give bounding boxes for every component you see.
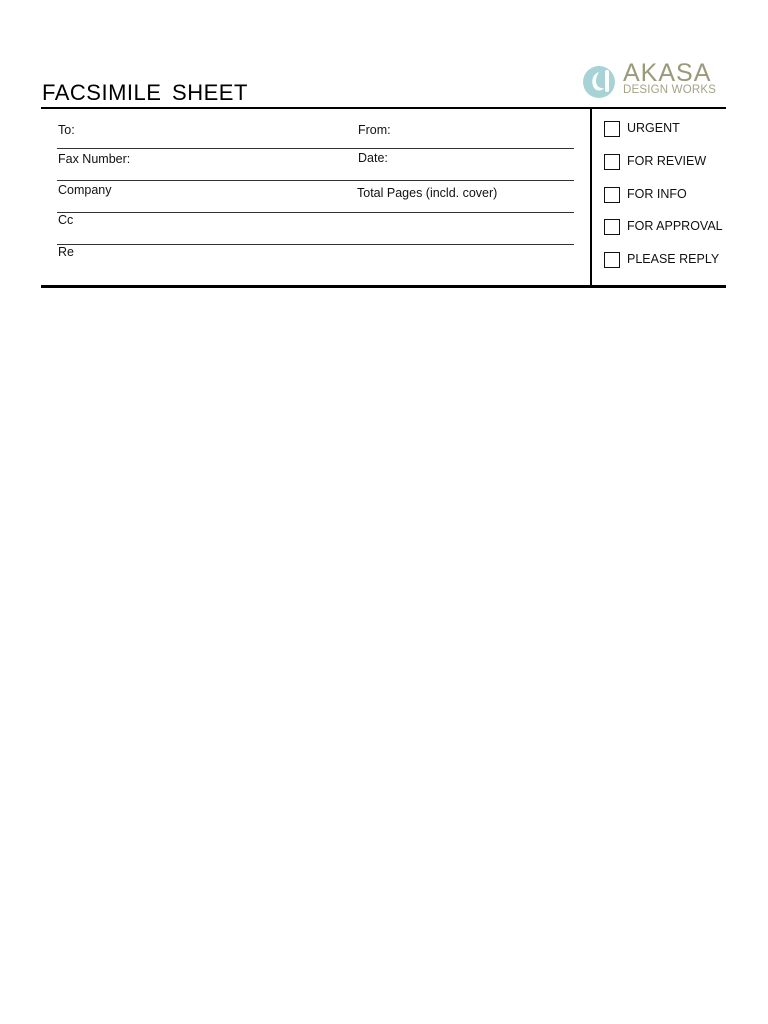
- header-rule: [41, 107, 726, 109]
- checkbox-label: URGENT: [627, 121, 680, 135]
- field-rule: [57, 180, 574, 181]
- logo-tagline: DESIGN WORKS: [623, 84, 717, 96]
- checkbox-box[interactable]: [604, 252, 620, 268]
- column-divider: [590, 108, 592, 285]
- checkbox-box[interactable]: [604, 121, 620, 137]
- checkbox-label: FOR INFO: [627, 187, 687, 201]
- re-label: Re: [58, 245, 74, 259]
- checkbox-label: PLEASE REPLY: [627, 252, 720, 266]
- fax-number-label: Fax Number:: [58, 152, 131, 166]
- page-title: FACSIMILE SHEET: [42, 80, 248, 105]
- total-pages-label: Total Pages (incld. cover): [357, 186, 498, 200]
- date-label: Date:: [358, 151, 388, 165]
- to-label: To:: [58, 123, 75, 137]
- checkbox-box[interactable]: [604, 187, 620, 203]
- field-rule: [57, 212, 574, 213]
- field-rule: [57, 148, 574, 149]
- checkbox-box[interactable]: [604, 219, 620, 235]
- field-rule: [57, 244, 574, 245]
- checkbox-label: FOR REVIEW: [627, 154, 707, 168]
- company-logo: [581, 59, 731, 102]
- footer-rule: [41, 285, 726, 288]
- checkbox-label: FOR APPROVAL: [627, 219, 723, 233]
- company-label: Company: [58, 183, 112, 197]
- akasa-logo-icon: [581, 64, 617, 100]
- cc-label: Cc: [58, 213, 74, 227]
- from-label: From:: [358, 123, 391, 137]
- logo-name: AKASA: [623, 59, 712, 87]
- checkbox-box[interactable]: [604, 154, 620, 170]
